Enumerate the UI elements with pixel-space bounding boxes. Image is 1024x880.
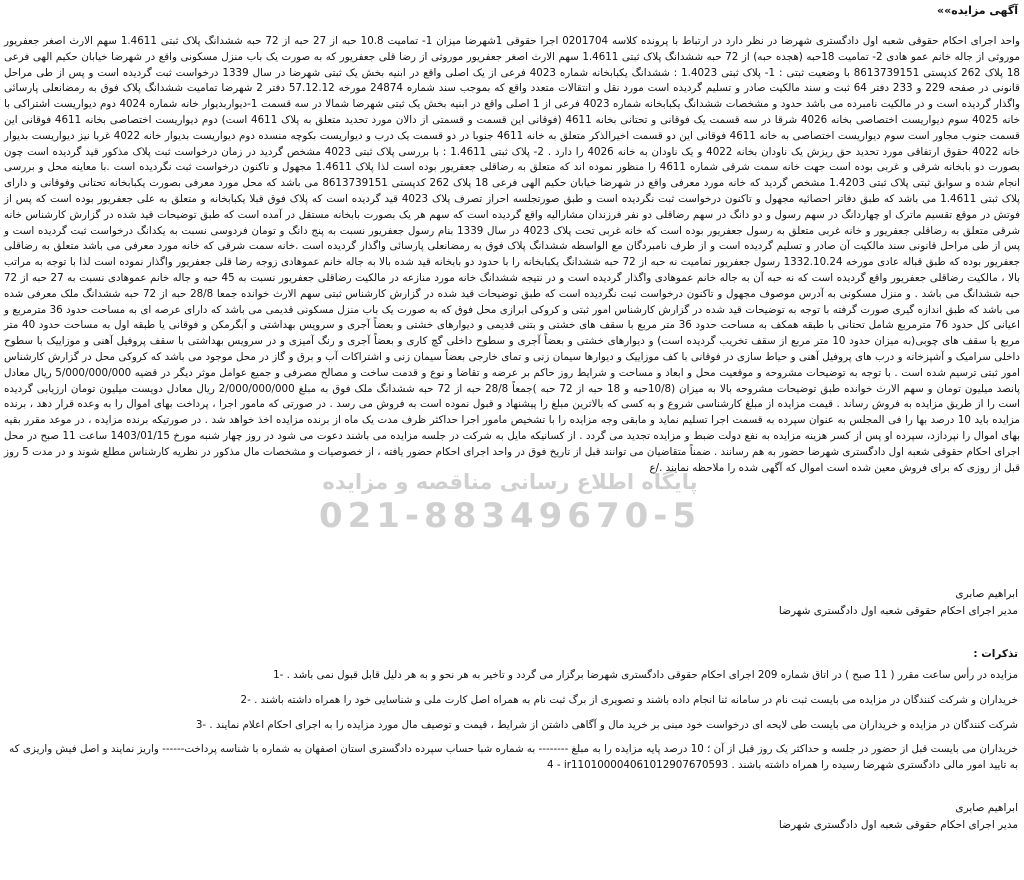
note-text: مزایده در رأس ساعت مقرر ( 11 صبح ) در اتاق شماره 209 اجرای احکام حقوقی دادگستری شهرضا برگزار می گردد و تاخیر به هر نحو و به هر دلیل قابل قبول نمی باشد . bbox=[286, 669, 1018, 681]
watermark-phone: 021-88349670-5 bbox=[318, 496, 702, 536]
note-text: خریداران می بایست قبل از حضور در جلسه و حداکثر یک روز قبل از آن ؛ 10 درصد پایه مزایده را به مبلغ -------- به شماره شبا حساب سپرده دادگستری استان اصفهان به شماره با شناسه پرداخت------ واریز نمایند و اصل فیش واریزی که به تایید امور مالی دادگستری شهرضا رسیده را همراه داشته باشند . ir110100004061012907670593 bbox=[9, 743, 1018, 772]
note-item bbox=[4, 693, 1018, 709]
note-item bbox=[4, 742, 1018, 774]
notice-title: آگهی مزایده»» bbox=[936, 4, 1018, 17]
signature-name: ابراهیم صابری bbox=[955, 588, 1018, 600]
signature-role: مدیر اجرای احکام حقوقی شعبه اول دادگستری شهرضا bbox=[778, 605, 1018, 617]
notes-list bbox=[4, 668, 1018, 783]
signature-block-footer bbox=[779, 800, 1018, 834]
note-number: -1 bbox=[273, 669, 284, 681]
notes-heading: تذکرات : bbox=[973, 648, 1018, 660]
note-item bbox=[4, 668, 1018, 684]
signature-name: ابراهیم صابری bbox=[955, 802, 1018, 814]
watermark bbox=[260, 470, 760, 536]
note-text: خریداران و شرکت کنندگان در مزایده می بایست ثبت نام در سامانه ثنا انجام داده باشند و تصویری از برگ ثبت نام به همراه اصل کارت ملی و شناسایی خود را همراه داشته باشند . bbox=[254, 693, 1018, 706]
signature-block bbox=[779, 586, 1018, 620]
note-number: -2 bbox=[240, 693, 251, 706]
watermark-text: پایگاه اطلاع رسانی مناقصه و مزایده bbox=[322, 470, 698, 494]
note-number: -3 bbox=[195, 718, 207, 731]
notice-body: واحد اجرای احکام حقوقی شعبه اول دادگستری شهرضا در نظر دارد در ارتباط با پرونده کلاسه 0201704 اجرا حقوقی 1شهرضا میزان 1- تمامیت 10.8 حبه از 27 حبه از 72 حبه ششدانگ پلاک ثبتی 1.4611 سهم الارث اصغر جعفریور موروثی از جاله خانم عمو هادی 2- تمامیت 18حبه (هجده حبه) از 72 حبه ششدانگ پلاک ثبتی 1.4611 سهم الارث اصغر جعفریور موروثی از رضا قلی جعفریور که به صورت یک باب منزل مسکونی واقع در شهرضا خیابان حکیم الهی فرعی 18 پلاک 262 کدپستی 8613739151 با وضعیت ثبتی : 1- پلاک ثبتی 1.4023 : ششدانگ یکبابخانه شماره 4023 فرعی از یک اصلی واقع در ابنیه بخش یک ثبتی شهرضا در سال 1339 درخواست ثبت گردیده است و پس از طی مراحل قانونی در صفحه 229 و 233 دفتر 64 ثبت و سند مالکیت صادر و تسلیم گردیده است مورد نقل و انتقالات متعدد واقع که بموجب سند شماره 24874 مورخه 57.12.12 دفتر 2 شهرضا تمامیت ششدانگ پلاک فوق به رمضانعلی پارسائی واگذار گردیده است و در مالکیت نامبرده می باشد حدود و مشخصات ششدانگ یکبابخانه شماره 4023 فرعی از 1 اصلی واقع در ابنیه بخش یک ثبتی شهرضا شمالا در سه قسمت 1-دیواربدیوار خانه شماره 4024 دوم دیواریست اشتراکی با خانه 4025 سوم دیواریست اختصاصی بخانه 4026 شرقا در سه قسمت یک فوقانی و تحتانی بخانه 4611 (فوقانی این قسمت و قسمتی از دالان مورد تحدید متعلق به پلاک 4611 است) دوم دیواریست اختصاصی بخانه 4611 فوقانی این قسمت جنوب مجاور است سوم دیواریست اختصاصی به خانه 4611 فوقانی این دو قسمت اخیرالذکر متعلق به خانه 4611 جنوبا در دو قسمت یک درب و دیواریست بکوچه منسده دوم دیواریست بدیوار خانه 4022 غربا نیز دیواریست بدیوار خانه 4022 حقوق ارتفاقی مورد تحدید حق ریزش یک ناودان بخانه 4022 و یک ناودان به خانه 4026 را دارد . 2- پلاک ثبتی 1.4611 : با بررسی پلاک ثبتی 4023 مشخص گردید در زمان درخواست ثبت پلاک مذکور قید گردیده است چون بصورت دو بابخانه شرقی و غربی بوده است جهت خانه سمت شرقی شماره 4611 را منظور نموده اند که متعلق به رضاقلی جعفریور بوده است لذا پلاک 1.4611 مجهول و تاکنون درخواست ثبت نگردیده است .با معاینه محل و بررسی انجام شده و سوابق ثبتی پلاک ثبتی 1.4203 مشخص گردید که خانه مورد معرفی واقع در شهرضا خیابان حکیم الهی فرعی 18 پلاک 262 کدپستی 8613739151 می باشد که محل مورد معرفی بصورت یکبابخانه تحتانی وفوقانی و دارای پلاک ثبتی 1.4611 می باشد که طبق دفاتر احصائیه مجهول و تاکنون درخواست ثبت نگردیده است و طبق صورتجلسه احراز تصرف پلاک 4023 قید گردیده است که پلاک فوق قبلا یکبابخانه و متعلق به علی جعفریور بوده است که پس از فوتش در موقع تقسیم ماترک او چهاردانگ در سهم رسول و دو دانگ در سهم رضاقلی دو نفر فرزندان مشارالیه واقع گردیده است که سهم هر یک بصورت بابخانه مستقل در آمده است که طبق توضیحات قید شده در گزارش کارشناس خانه شرقی متعلق به رضاقلی جعفریور و خانه غربی متعلق به رسول جعفریور بوده است که خانه غربی تحت پلاک 4023 در سال 1339 بنام رسول جعفریور نسبت به پنج دانگ و تومان فردوسی نسبت به یکدانگ درخواست ثبت گردیده است و پس از طی مراحل قانونی سند مالکیت آن صادر و تسلیم گردیده است و از طرف نامبردگان مع الواسطه ششدانگ پلاک فوق به رمضانعلی پارسائی واگذار گردیده است .خانه سمت شرقی که خانه مورد معرفی می باشد متعلق به رضاقلی جعفریور بوده که طبق قباله عادی مورخه 1332.10.24 رسول جعفریور تمامیت نه حبه از 72 حبه ششدانگ یکبابخانه را با حدود دو بابخانه قید شده بالا به جاله خانم عموهادی زوجه رضا قلی جعفریور واگذار نموده است لذا با توجه به مراتب بالا ، مالکیت رضاقلی جعفریور واقع گردیده است که نه حبه آن به جاله خانم عموهادی واگذار گردیده است و در نتیجه ششدانگ خانه مورد منازعه در مالکیت رضاقلی جعفریور نسبت به 45 حبه و جاله خانم عموهادی نسبت به 27 حبه از 72 حبه ششدانگ می باشد . و منزل مسکونی به آدرس موصوف مجهول و تاکنون درخواست ثبت نگردیده است که طبق توضیحات قید شده در گزارش کارشناس ثبتی سهم الارث خوانده جمعا 28/8 حبه از 72 حبه ششدانگ ملک معرفی شده می باشد که طبق اندازه گیری صورت گرفته با توجه به توضیحات قید شده در گزارش کارشناس امور ثبتی و کروکی ابرازی محل فوق که به صورت یک باب منزل مسکونی قدیمی می باشد که دارای عرصه ای به مساحت حدود 36 مترمربع و اعیانی کل حدود 76 مترمربع شامل تحتانی با طبقه همکف به مساحت حدود 36 متر مربع با سقف های خشتی و بتنی قدیمی و دیوارهای خشتی و بعضاً آجری و سرویس بهداشتی و آبگرمکن و فوقانی یا طبقه اول به مساحت حدود 40 متر مربع با سقف های چوبی(به میزان حدود 10 متر مربع از سقف تخریب گردیده است) و دیوارهای خشتی و بعضاً آجری و سطوح داخلی گچ کاری و بعضاً آجری و رنگ آمیزی و در سرویس بهداشتی با سقف پروفیل آهنی و موزاییک با سطوح داخلی سرامیک و آشپزخانه و درب های پروفیل آهنی و حیاط سازی در فوقانی با کف موزاییک و دیوارها سیمان زنی و تمای خارجی بعضاً سیمان زنی و اشتراکات آب و برق و گاز در محل موجود می باشد که کروکی محل در گزارش کارشناس امور ثبتی ترسیم شده است . با توجه به توضیحات مشروحه و موقعیت محل و ابعاد و مساحت و شرایط روز حاکم بر عرضه و تقاضا و نوع و قدمت ساخت و مصالح مصرفی و جمیع عوامل موثر دیگر در قضیه 5/000/000/000 ریال معادل پانصد میلیون تومان و سهم الارث خوانده طبق توضیحات مشروحه بالا به میزان (10/8حبه و 18 حبه از 72 حبه )جمعاً 28/8 حبه از 72 حبه ششدانگ ملک فوق به مبلغ 2/000/000/000 ریال معادل دویست میلیون تومان ارزیابی گردیده است را از طریق مزایده به فروش رساند . قیمت مزایده از مبلغ کارشناسی شروع و به کسی که بالاترین مبلغ را پیشنهاد و قبول نموده است به فروش می رسد . در صورتی که مامور اجرا ، پرداخت بهای اموال را به وعده قرار دهد ، برنده مزایده باید 10 درصد بها را فی المجلس به عنوان سپرده به قسمت اجرا تسلیم نماید و مابقی وجه مزایده را با تشخیص مامور اجرا حداکثر ظرف مدت یک ماه از برنده مزایده اخذ خواهد شد . در صورتیکه برنده مزایده ، در موعد مقرر بقیه بهای اموال را نپردازد، سپرده او پس از کسر هزینه مزایده به نفع دولت ضبط و مزایده تجدید می گردد . از کسانیکه مایل به شرکت در جلسه مزایده می باشند دعوت می شود در روز چهار شنبه مورخ 1403/01/15 ساعت 11 صبح در محل اجرای احکام حقوقی شعبه اول دادگستری شهرضا حضور به هم رسانند . ضمناً متقاضیان می توانند قبل از تاریخ فوق در واحد اجرای احکام حضور یافته ، از خصوصیات و مشخصات مال مذکور در نظریه کارشناس مطلع شوند و در مدت 5 روز قبل از روزی که برای فروش معین شده است اموال که آگهی شده را ملاحظه نمایند ./ع bbox=[4, 35, 1021, 474]
signature-role: مدیر اجرای احکام حقوقی شعبه اول دادگستری شهرضا bbox=[778, 819, 1018, 831]
note-item bbox=[4, 718, 1018, 734]
note-number: - 4 bbox=[547, 759, 561, 772]
note-text: شرکت کنندگان در مزایده و خریداران می بایست طی لایحه ای درخواست خود مبنی بر خرید مال و آگاهی داشتن از شرایط ، قیمت و توصیف مال مورد مزایده را به اجرای احکام اعلام نمایند . bbox=[209, 718, 1018, 731]
